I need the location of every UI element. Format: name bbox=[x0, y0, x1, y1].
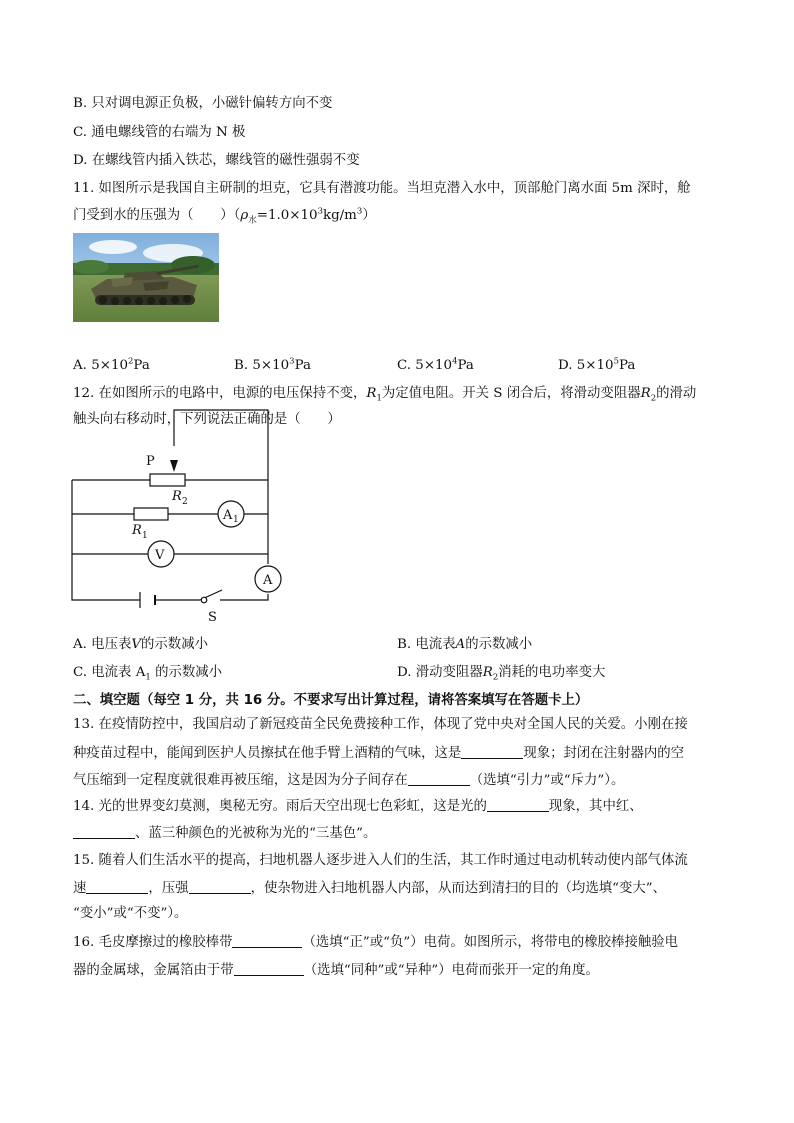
label-r1-sub: 1 bbox=[142, 531, 148, 541]
q12-stem-line2: 触头向右移动时，下列说法正确的是（ ） bbox=[73, 412, 341, 427]
switch-contact bbox=[201, 597, 207, 603]
q10-option-d: D. 在螺线管内插入铁芯，螺线管的磁性强弱不变 bbox=[73, 153, 360, 168]
q11-option-b: B. $5\times 10^3Pa$ bbox=[234, 356, 311, 373]
rho-value: =1.0×10 bbox=[256, 208, 318, 223]
q11-option-a: A. $5\times 10^2Pa$ bbox=[73, 356, 150, 373]
rho-unit: kg/m bbox=[322, 208, 357, 223]
q11-option-c: C. $5\times 10^4Pa$ bbox=[397, 356, 474, 373]
label-a1: A bbox=[223, 508, 233, 523]
resistor-r2 bbox=[150, 474, 185, 486]
resistor-r1 bbox=[134, 508, 168, 520]
answer-blank[interactable] bbox=[234, 961, 304, 976]
q12-option-a: A. 电压表V的示数减小 bbox=[73, 637, 208, 652]
q11-stem-text: 门受到水的压强为（ ） bbox=[73, 208, 234, 223]
q12-stem-line1: 12. 在如图所示的电路中，电源的电压保持不变，$R_1$为定值电阻。开关 S 闭合后，将滑动变阻器$R_2$的滑动 bbox=[73, 386, 697, 404]
q13-line1: 13. 在疫情防控中，我国启动了新冠疫苗全民免费接种工作，体现了党中央对全国人民的关爱。小刚在接 bbox=[73, 717, 688, 732]
q12-option-d: D. 滑动变阻器$R_2$消耗的电功率变大 bbox=[397, 665, 606, 683]
q14-line2: 、蓝三种颜色的光被称为光的“三基色”。 bbox=[73, 824, 376, 843]
rho-subscript: 水 bbox=[248, 215, 257, 226]
q15-line2: 速 ，压强 ，使杂物进入扫地机器人内部，从而达到清扫的目的（均选填“变大”、 bbox=[73, 881, 666, 896]
answer-blank[interactable] bbox=[73, 824, 135, 839]
q15-line1: 15. 随着人们生活水平的提高，扫地机器人逐步进入人们的生活，其工作时通过电动机转动使内部气体流 bbox=[73, 853, 688, 868]
label-r1: R bbox=[132, 523, 142, 538]
q11-stem-line2 bbox=[73, 207, 376, 225]
tank-photo bbox=[73, 233, 219, 322]
label-a1-sub: 1 bbox=[233, 515, 239, 525]
answer-blank[interactable] bbox=[232, 933, 302, 948]
q13-line3: 气压缩到一定程度就很难再被压缩，这是因为分子间存在 （选填“引力”或“斥力”）。 bbox=[73, 773, 625, 788]
answer-blank[interactable] bbox=[461, 744, 523, 759]
slider-arrow bbox=[170, 460, 178, 472]
answer-blank[interactable] bbox=[408, 771, 470, 786]
q15-line3: “变小”或“不变”）。 bbox=[73, 906, 188, 921]
label-a: A bbox=[263, 573, 273, 588]
q11-option-d: D. $5\times 10^5Pa$ bbox=[558, 356, 636, 373]
answer-blank[interactable] bbox=[487, 797, 549, 812]
q14-line1: 14. 光的世界变幻莫测，奥秘无穷。雨后天空出现七色彩虹，这是光的 现象，其中红、 bbox=[73, 799, 643, 814]
rho-exponent: 3 bbox=[317, 206, 323, 217]
label-r2-sub: 2 bbox=[182, 497, 188, 507]
rho-unit-exponent: 3 bbox=[356, 206, 363, 217]
q11-stem-line1: 11. 如图所示是我国自主研制的坦克，它具有潜渡功能。当坦克潜入水中，顶部舱门离水面 5m 深时，舱 bbox=[73, 181, 691, 196]
q10-option-b: B. 只对调电源正负极，小磁针偏转方向不变 bbox=[73, 96, 333, 111]
answer-blank[interactable] bbox=[86, 879, 148, 894]
label-s: S bbox=[208, 610, 217, 625]
q16-line1: 16. 毛皮摩擦过的橡胶棒带 （选填“正”或“负”）电荷。如图所示，将带电的橡胶棒接触验电 bbox=[73, 935, 679, 950]
answer-blank[interactable] bbox=[189, 879, 251, 894]
label-r2: R bbox=[172, 489, 182, 504]
circuit-diagram bbox=[66, 404, 296, 626]
q12-option-c: C. 电流表 $A_1$ 的示数减小 bbox=[73, 665, 223, 683]
rho-symbol: ρ bbox=[240, 208, 249, 223]
q10-option-c: C. 通电螺线管的右端为 N 极 bbox=[73, 125, 246, 140]
section2-heading: 二、填空题（每空 1 分，共 16 分。不要求写出计算过程，请将答案填写在答题卡上） bbox=[73, 693, 589, 708]
q12-option-b: B. 电流表A的示数减小 bbox=[397, 637, 533, 652]
q16-line2: 器的金属球，金属箔由于带 （选填“同种”或“异种”）电荷而张开一定的角度。 bbox=[73, 963, 599, 978]
label-v: V bbox=[155, 548, 165, 563]
q11-density-note: $(\rho_水=1.0\times 10^3kg/m^3)$ bbox=[233, 206, 376, 226]
q13-line2: 种疫苗过程中，能闻到医护人员擦拭在他手臂上酒精的气味，这是 现象；封闭在注射器内的空 bbox=[73, 746, 685, 761]
label-p: P bbox=[146, 454, 155, 469]
